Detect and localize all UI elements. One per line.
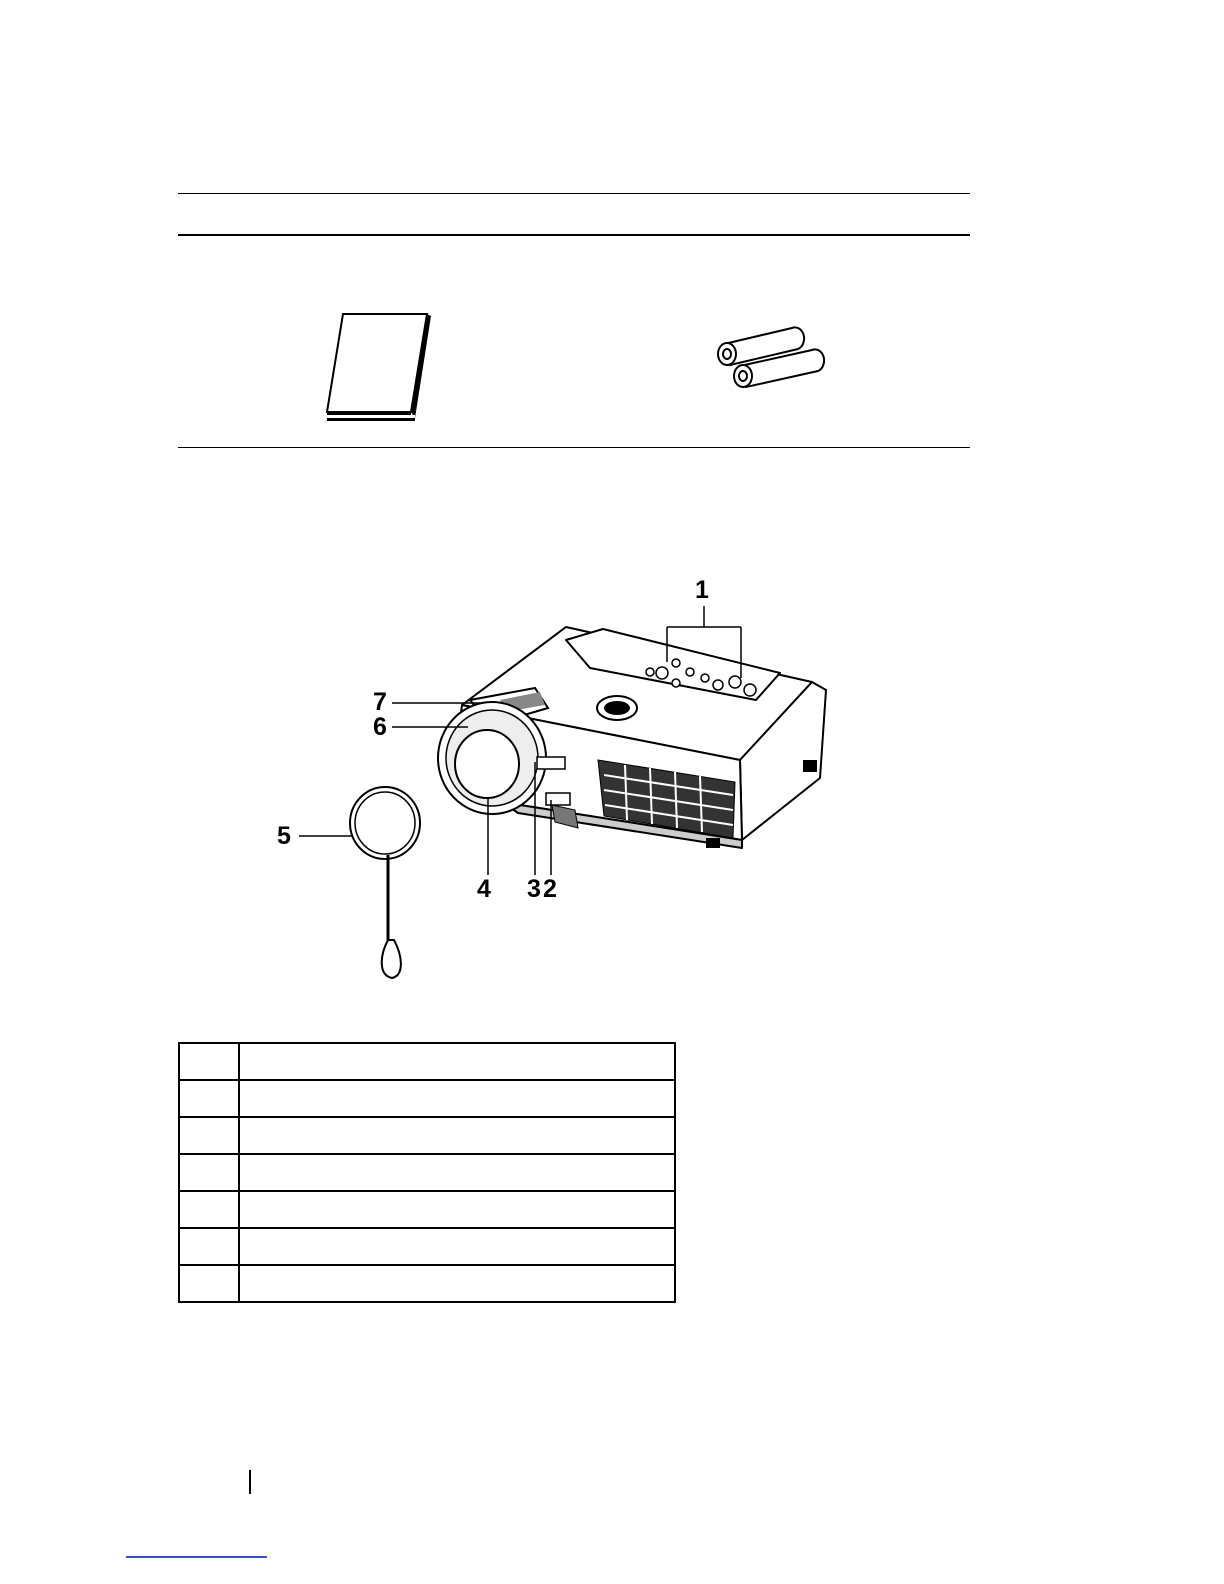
callout-7: 7 [373, 688, 387, 716]
row-label [239, 1228, 675, 1265]
projector-illustration [270, 570, 850, 990]
callout-5: 5 [277, 822, 291, 850]
row-label [239, 1265, 675, 1302]
table-row [179, 1228, 675, 1265]
row-label [239, 1117, 675, 1154]
table-row [179, 1117, 675, 1154]
footer-divider [249, 1470, 251, 1494]
callout-1: 1 [695, 576, 709, 604]
table-row [179, 1154, 675, 1191]
callout-4: 4 [477, 875, 491, 903]
row-number [179, 1154, 239, 1191]
row-number [179, 1080, 239, 1117]
table-row [179, 1043, 675, 1080]
documentation-booklet-image [320, 308, 435, 428]
row-number [179, 1228, 239, 1265]
callout-2: 2 [543, 875, 557, 903]
row-label [239, 1154, 675, 1191]
table-top-rule [178, 193, 970, 194]
table-header-rule [178, 234, 970, 236]
table-bottom-rule [178, 447, 970, 448]
table-row [179, 1265, 675, 1302]
footer-link-underline[interactable] [126, 1556, 267, 1558]
row-label [239, 1080, 675, 1117]
table-row [179, 1080, 675, 1117]
callout-6: 6 [373, 713, 387, 741]
row-number [179, 1265, 239, 1302]
row-number [179, 1117, 239, 1154]
table-row [179, 1191, 675, 1228]
batteries-image [710, 322, 835, 397]
row-number [179, 1043, 239, 1080]
row-label [239, 1043, 675, 1080]
callout-3: 3 [527, 875, 541, 903]
row-number [179, 1191, 239, 1228]
parts-table [178, 1042, 676, 1303]
row-label [239, 1191, 675, 1228]
